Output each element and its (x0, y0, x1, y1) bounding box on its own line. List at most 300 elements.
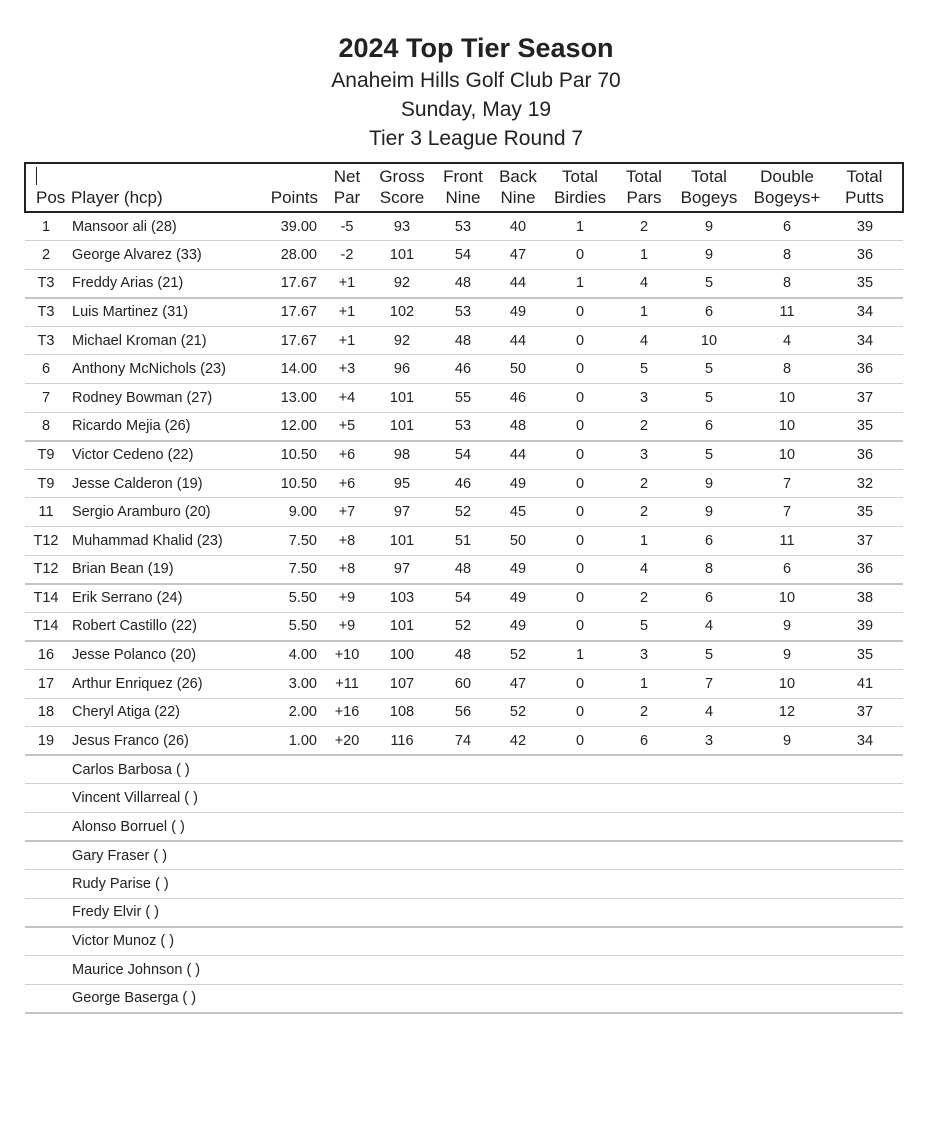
cell-total-bogeys (671, 955, 747, 984)
cell-points: 4.00 (251, 641, 323, 670)
col-net-par-line1: Net (333, 167, 361, 186)
cell-net-par: +7 (323, 498, 371, 527)
cell-pos: 6 (25, 355, 67, 384)
cell-net-par: +6 (323, 469, 371, 498)
cell-total-putts: 37 (827, 527, 903, 556)
table-row (25, 384, 903, 413)
cell-back-nine: 47 (493, 241, 543, 270)
cell-double-bogeys: 8 (747, 241, 827, 270)
cell-points: 10.50 (251, 469, 323, 498)
cell-total-bogeys: 9 (671, 498, 747, 527)
cell-player: George Alvarez (33) (67, 241, 251, 270)
cell-total-pars (617, 870, 671, 899)
cell-gross-score: 92 (371, 269, 433, 298)
cell-total-putts: 38 (827, 584, 903, 613)
cell-front-nine: 74 (433, 727, 493, 756)
cell-points: 3.00 (251, 670, 323, 699)
cell-gross-score: 96 (371, 355, 433, 384)
cell-gross-score: 101 (371, 412, 433, 441)
cell-net-par (323, 898, 371, 927)
cell-double-bogeys (747, 898, 827, 927)
cell-total-bogeys: 3 (671, 727, 747, 756)
cell-back-nine: 44 (493, 269, 543, 298)
cell-total-putts: 35 (827, 641, 903, 670)
cell-points: 5.50 (251, 612, 323, 641)
cell-points (251, 870, 323, 899)
cell-back-nine: 49 (493, 298, 543, 327)
cell-front-nine: 53 (433, 412, 493, 441)
cell-total-pars: 2 (617, 498, 671, 527)
cell-player: Rodney Bowman (27) (67, 384, 251, 413)
cell-total-bogeys (671, 870, 747, 899)
cell-net-par (323, 812, 371, 841)
cell-total-bogeys: 6 (671, 584, 747, 613)
cell-double-bogeys: 4 (747, 326, 827, 355)
cell-player: Gary Fraser ( ) (67, 841, 251, 870)
table-row (25, 355, 903, 384)
cell-points: 9.00 (251, 498, 323, 527)
cell-front-nine: 52 (433, 612, 493, 641)
cell-player: Brian Bean (19) (67, 555, 251, 584)
cell-player: Maurice Johnson ( ) (67, 955, 251, 984)
cell-total-putts: 39 (827, 212, 903, 241)
cell-total-birdies: 0 (543, 298, 617, 327)
table-row (25, 527, 903, 556)
cell-gross-score: 101 (371, 612, 433, 641)
cell-front-nine: 60 (433, 670, 493, 699)
cell-gross-score (371, 984, 433, 1013)
cell-total-putts (827, 898, 903, 927)
cell-double-bogeys: 9 (747, 727, 827, 756)
cell-front-nine (433, 898, 493, 927)
cell-back-nine (493, 784, 543, 813)
col-back-line1: Back (499, 167, 537, 186)
report-header (0, 30, 936, 153)
cell-double-bogeys (747, 927, 827, 956)
cell-back-nine (493, 755, 543, 784)
cell-net-par: +20 (323, 727, 371, 756)
cell-player: Cheryl Atiga (22) (67, 698, 251, 727)
cell-total-birdies (543, 927, 617, 956)
cell-pos (25, 984, 67, 1013)
cell-front-nine (433, 841, 493, 870)
cell-front-nine: 48 (433, 641, 493, 670)
table-row (25, 698, 903, 727)
cell-back-nine (493, 955, 543, 984)
cell-total-pars: 2 (617, 412, 671, 441)
cell-points: 17.67 (251, 326, 323, 355)
cell-front-nine (433, 812, 493, 841)
cell-total-birdies: 0 (543, 727, 617, 756)
table-row (25, 212, 903, 241)
cell-total-bogeys: 5 (671, 384, 747, 413)
cell-player: Jesse Polanco (20) (67, 641, 251, 670)
col-gross-line2: Score (379, 188, 425, 207)
table-row (25, 555, 903, 584)
cell-back-nine (493, 927, 543, 956)
cell-gross-score: 93 (371, 212, 433, 241)
cell-net-par (323, 984, 371, 1013)
cell-total-putts: 37 (827, 384, 903, 413)
cell-total-pars: 3 (617, 441, 671, 470)
cell-pos: T3 (25, 298, 67, 327)
cell-player: Vincent Villarreal ( ) (67, 784, 251, 813)
cell-net-par: +1 (323, 269, 371, 298)
cell-front-nine (433, 984, 493, 1013)
cell-total-pars: 1 (617, 298, 671, 327)
cell-net-par: +1 (323, 326, 371, 355)
table-row (25, 441, 903, 470)
cell-player: Rudy Parise ( ) (67, 870, 251, 899)
cell-front-nine: 54 (433, 584, 493, 613)
cell-pos: 18 (25, 698, 67, 727)
table-row (25, 412, 903, 441)
cell-pos: 7 (25, 384, 67, 413)
cell-gross-score: 98 (371, 441, 433, 470)
cell-points: 12.00 (251, 412, 323, 441)
cell-total-putts (827, 841, 903, 870)
standings-body (25, 212, 903, 1013)
cell-gross-score (371, 812, 433, 841)
cell-total-bogeys (671, 812, 747, 841)
cell-total-pars (617, 755, 671, 784)
cell-gross-score (371, 898, 433, 927)
cell-double-bogeys: 10 (747, 670, 827, 699)
col-front-line2: Nine (445, 188, 481, 207)
cell-total-pars: 6 (617, 727, 671, 756)
cell-pos: 2 (25, 241, 67, 270)
cell-back-nine (493, 812, 543, 841)
cell-player: Victor Cedeno (22) (67, 441, 251, 470)
cell-front-nine (433, 870, 493, 899)
table-header-row (25, 163, 903, 212)
cell-net-par (323, 927, 371, 956)
cell-front-nine: 51 (433, 527, 493, 556)
cell-player: Muhammad Khalid (23) (67, 527, 251, 556)
cell-total-birdies (543, 755, 617, 784)
cell-total-bogeys: 4 (671, 612, 747, 641)
table-row (25, 584, 903, 613)
cell-total-pars: 5 (617, 612, 671, 641)
cell-total-putts: 36 (827, 441, 903, 470)
cell-double-bogeys: 7 (747, 498, 827, 527)
cell-total-putts: 36 (827, 355, 903, 384)
cell-net-par (323, 955, 371, 984)
col-total-putts (827, 163, 903, 212)
col-total-pars (617, 163, 671, 212)
cell-player: Robert Castillo (22) (67, 612, 251, 641)
cell-front-nine: 54 (433, 241, 493, 270)
cell-player: George Baserga ( ) (67, 984, 251, 1013)
cell-double-bogeys: 10 (747, 384, 827, 413)
table-row (25, 298, 903, 327)
cell-double-bogeys: 6 (747, 212, 827, 241)
cell-total-pars: 1 (617, 241, 671, 270)
cell-pos: T12 (25, 555, 67, 584)
cell-player: Freddy Arias (21) (67, 269, 251, 298)
cell-total-putts: 36 (827, 241, 903, 270)
cell-front-nine: 52 (433, 498, 493, 527)
cell-gross-score: 97 (371, 555, 433, 584)
cell-total-putts (827, 755, 903, 784)
cell-total-birdies (543, 955, 617, 984)
cell-total-pars: 4 (617, 555, 671, 584)
cell-points: 13.00 (251, 384, 323, 413)
table-row (25, 469, 903, 498)
cell-back-nine: 44 (493, 441, 543, 470)
cell-player: Arthur Enriquez (26) (67, 670, 251, 699)
cell-gross-score (371, 755, 433, 784)
cell-net-par: +8 (323, 555, 371, 584)
cell-double-bogeys: 9 (747, 612, 827, 641)
cell-gross-score (371, 784, 433, 813)
table-row (25, 612, 903, 641)
cell-total-putts (827, 812, 903, 841)
cell-points: 28.00 (251, 241, 323, 270)
cell-total-bogeys (671, 841, 747, 870)
cell-total-pars: 3 (617, 384, 671, 413)
cell-front-nine: 46 (433, 469, 493, 498)
cell-total-birdies (543, 898, 617, 927)
cell-front-nine (433, 955, 493, 984)
cell-total-birdies: 0 (543, 241, 617, 270)
cell-player: Jesse Calderon (19) (67, 469, 251, 498)
cell-gross-score (371, 927, 433, 956)
cell-double-bogeys (747, 984, 827, 1013)
cell-total-birdies: 0 (543, 498, 617, 527)
cell-points: 14.00 (251, 355, 323, 384)
cell-pos: T14 (25, 584, 67, 613)
cell-pos: T12 (25, 527, 67, 556)
cell-points (251, 927, 323, 956)
cell-back-nine: 48 (493, 412, 543, 441)
cell-back-nine: 50 (493, 355, 543, 384)
cell-back-nine: 49 (493, 584, 543, 613)
cell-back-nine: 52 (493, 698, 543, 727)
cell-gross-score: 103 (371, 584, 433, 613)
cell-total-pars: 3 (617, 641, 671, 670)
cell-front-nine (433, 927, 493, 956)
cell-back-nine: 49 (493, 469, 543, 498)
cell-player: Anthony McNichols (23) (67, 355, 251, 384)
event-date: Sunday, May 19 (400, 98, 552, 121)
cell-front-nine: 54 (433, 441, 493, 470)
cell-total-putts: 35 (827, 498, 903, 527)
cell-total-putts (827, 870, 903, 899)
cell-double-bogeys: 9 (747, 641, 827, 670)
table-row (25, 641, 903, 670)
cell-points: 1.00 (251, 727, 323, 756)
cell-back-nine (493, 984, 543, 1013)
cell-total-bogeys (671, 898, 747, 927)
cell-total-bogeys: 5 (671, 269, 747, 298)
table-row (25, 984, 903, 1013)
cell-pos (25, 841, 67, 870)
cell-total-pars: 2 (617, 212, 671, 241)
cell-total-bogeys (671, 927, 747, 956)
cell-front-nine: 48 (433, 555, 493, 584)
cell-total-birdies: 1 (543, 641, 617, 670)
col-total-bogeys (671, 163, 747, 212)
cell-points: 5.50 (251, 584, 323, 613)
cell-back-nine: 46 (493, 384, 543, 413)
cell-total-bogeys: 6 (671, 527, 747, 556)
cell-pos: 17 (25, 670, 67, 699)
cell-net-par: +16 (323, 698, 371, 727)
cell-gross-score: 116 (371, 727, 433, 756)
cell-total-birdies: 0 (543, 612, 617, 641)
cell-total-birdies: 0 (543, 441, 617, 470)
col-pos (25, 163, 67, 212)
cell-pos: T3 (25, 269, 67, 298)
col-double-bogeys (747, 163, 827, 212)
cell-total-pars: 4 (617, 269, 671, 298)
cell-back-nine (493, 898, 543, 927)
col-bogeys-line2: Bogeys (680, 188, 738, 207)
cell-points: 17.67 (251, 298, 323, 327)
cell-total-birdies: 0 (543, 527, 617, 556)
cell-total-birdies (543, 870, 617, 899)
cell-points: 7.50 (251, 527, 323, 556)
cell-double-bogeys: 10 (747, 441, 827, 470)
col-net-par (323, 163, 371, 212)
cell-net-par (323, 841, 371, 870)
cell-total-pars (617, 898, 671, 927)
col-gross-line1: Gross (379, 167, 425, 186)
cell-total-bogeys: 6 (671, 412, 747, 441)
cell-total-birdies (543, 841, 617, 870)
club-name: Anaheim Hills Golf Club Par 70 (331, 69, 621, 92)
cell-total-bogeys: 4 (671, 698, 747, 727)
cell-pos: T14 (25, 612, 67, 641)
standings-table (24, 162, 904, 1014)
cell-pos: T3 (25, 326, 67, 355)
cell-points (251, 984, 323, 1013)
cell-pos (25, 927, 67, 956)
cell-player: Mansoor ali (28) (67, 212, 251, 241)
cell-total-birdies: 0 (543, 469, 617, 498)
cell-total-putts (827, 927, 903, 956)
cell-pos: 1 (25, 212, 67, 241)
cell-points (251, 755, 323, 784)
cell-front-nine: 48 (433, 269, 493, 298)
cell-total-pars (617, 984, 671, 1013)
col-dbogeys-line2: Bogeys+ (753, 188, 821, 207)
cell-double-bogeys: 8 (747, 269, 827, 298)
cell-gross-score (371, 955, 433, 984)
cell-total-bogeys: 5 (671, 641, 747, 670)
cell-double-bogeys: 11 (747, 527, 827, 556)
table-row (25, 870, 903, 899)
table-row (25, 898, 903, 927)
cell-gross-score: 102 (371, 298, 433, 327)
col-total-birdies (543, 163, 617, 212)
cell-gross-score: 97 (371, 498, 433, 527)
cell-double-bogeys (747, 955, 827, 984)
col-front-line1: Front (443, 167, 483, 186)
cell-double-bogeys: 10 (747, 412, 827, 441)
cell-points (251, 812, 323, 841)
cell-front-nine (433, 784, 493, 813)
cell-back-nine: 49 (493, 612, 543, 641)
cell-total-putts (827, 784, 903, 813)
cell-gross-score: 92 (371, 326, 433, 355)
cell-pos (25, 784, 67, 813)
cell-pos: 19 (25, 727, 67, 756)
cell-back-nine: 47 (493, 670, 543, 699)
table-row (25, 498, 903, 527)
cell-net-par: +4 (323, 384, 371, 413)
cell-total-bogeys: 5 (671, 441, 747, 470)
text-cursor (36, 167, 37, 185)
table-row (25, 955, 903, 984)
cell-points: 10.50 (251, 441, 323, 470)
cell-front-nine: 48 (433, 326, 493, 355)
cell-total-putts: 34 (827, 326, 903, 355)
cell-back-nine (493, 841, 543, 870)
cell-total-bogeys: 9 (671, 241, 747, 270)
table-row (25, 755, 903, 784)
cell-gross-score: 101 (371, 384, 433, 413)
cell-net-par (323, 755, 371, 784)
cell-double-bogeys: 8 (747, 355, 827, 384)
cell-total-bogeys: 5 (671, 355, 747, 384)
cell-double-bogeys: 11 (747, 298, 827, 327)
cell-total-putts (827, 955, 903, 984)
cell-total-birdies: 0 (543, 326, 617, 355)
col-putts-line2: Putts (845, 188, 884, 207)
cell-total-birdies (543, 784, 617, 813)
cell-net-par: +5 (323, 412, 371, 441)
round-name: Tier 3 League Round 7 (368, 127, 584, 150)
cell-points (251, 898, 323, 927)
cell-player: Carlos Barbosa ( ) (67, 755, 251, 784)
cell-pos: 11 (25, 498, 67, 527)
cell-total-pars: 5 (617, 355, 671, 384)
table-row (25, 841, 903, 870)
cell-double-bogeys: 7 (747, 469, 827, 498)
cell-total-pars (617, 784, 671, 813)
cell-total-birdies: 0 (543, 584, 617, 613)
cell-net-par: +3 (323, 355, 371, 384)
cell-points (251, 955, 323, 984)
cell-total-bogeys: 6 (671, 298, 747, 327)
cell-points (251, 784, 323, 813)
cell-pos: 16 (25, 641, 67, 670)
cell-back-nine: 42 (493, 727, 543, 756)
cell-front-nine: 53 (433, 212, 493, 241)
col-birdies-line1: Total (562, 167, 598, 186)
cell-net-par: +9 (323, 584, 371, 613)
cell-points (251, 841, 323, 870)
cell-total-birdies: 0 (543, 670, 617, 699)
cell-total-birdies (543, 984, 617, 1013)
cell-back-nine: 49 (493, 555, 543, 584)
table-row (25, 727, 903, 756)
cell-total-putts: 35 (827, 269, 903, 298)
cell-points: 39.00 (251, 212, 323, 241)
col-putts-line1: Total (846, 167, 883, 186)
cell-pos: T9 (25, 469, 67, 498)
table-row (25, 670, 903, 699)
cell-gross-score: 95 (371, 469, 433, 498)
cell-total-birdies (543, 812, 617, 841)
cell-net-par: +9 (323, 612, 371, 641)
cell-player: Luis Martinez (31) (67, 298, 251, 327)
cell-points: 17.67 (251, 269, 323, 298)
cell-points: 2.00 (251, 698, 323, 727)
cell-back-nine: 50 (493, 527, 543, 556)
